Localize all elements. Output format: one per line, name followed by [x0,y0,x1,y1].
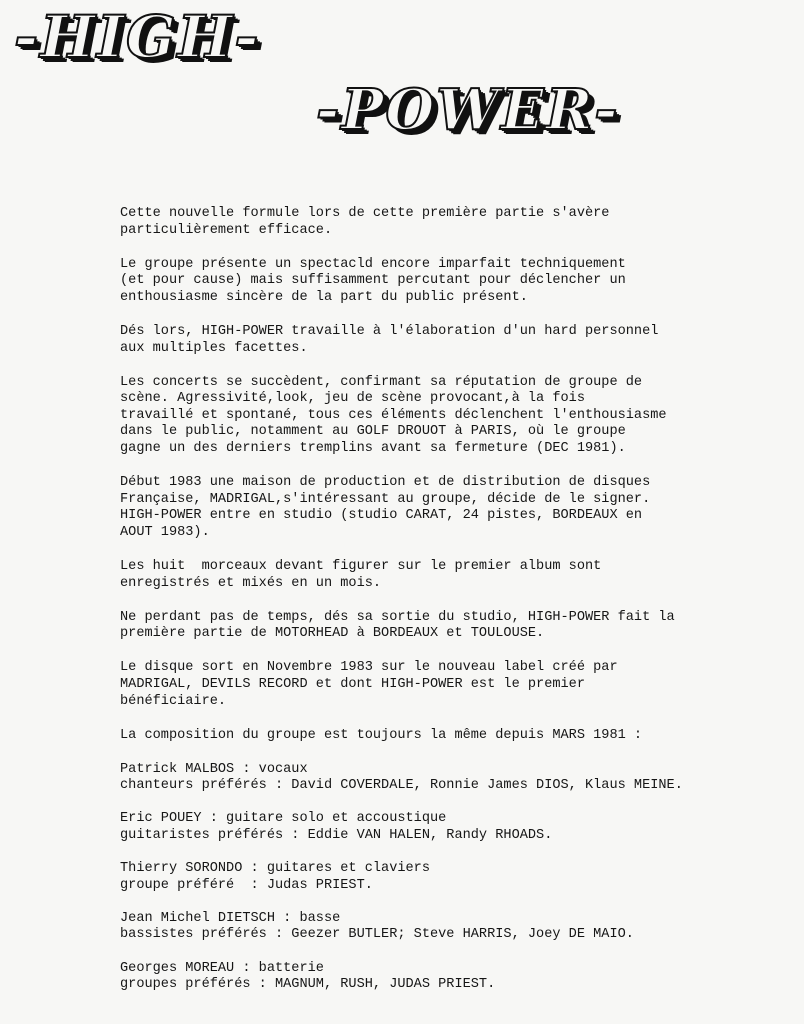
member-entry [120,861,790,894]
logo-high: -HIGH- [14,3,261,71]
member-favorites: groupes préférés : MAGNUM, RUSH, JUDAS PRIEST. [120,977,496,993]
member-role: Georges MOREAU : batterie [120,960,324,976]
paragraph: Cette nouvelle formule lors de cette première partie s'avère particulièrement efficace. [120,206,610,238]
member-favorites: chanteurs préférés : David COVERDALE, Ronnie James DIOS, Klaus MEINE. [120,778,683,794]
member-entry [120,911,790,944]
paragraph: Dés lors, HIGH-POWER travaille à l'élaboration d'un hard personnel aux multiples facettes. [120,323,659,356]
member-role: Patrick MALBOS : vocaux [120,761,308,777]
paragraph: Ne perdant pas de temps, dés sa sortie du studio, HIGH-POWER fait la première partie de MOTORHEAD à BORDEAUX et TOULOUSE. [120,609,675,642]
member-role: Eric POUEY : guitare solo et accoustique [120,811,447,827]
logo-power: -POWER- [316,77,620,143]
paragraph: Le disque sort en Novembre 1983 sur le nouveau label créé par MADRIGAL, DEVILS RECORD et dont HIGH-POWER est le premier bénéficiaire. [120,660,618,709]
member-list [120,762,790,994]
document-body [120,206,790,1010]
paragraph: La composition du groupe est toujours la même depuis MARS 1981 : [120,727,643,743]
member-entry [120,961,790,994]
paragraph: Les concerts se succèdent, confirmant sa réputation de groupe de scène. Agressivité,look, jeu de scène provocant,à la fois travaillé et spontané, tous ces éléments déclenchent l'enthousiasme dans le public, notamment au GOLF DROUOT à PARIS, où le groupe gagne un des derniers tremplins avant sa fermeture (DEC 1981). [120,374,667,457]
member-entry [120,811,790,844]
member-entry [120,762,790,795]
member-favorites: bassistes préférés : Geezer BUTLER; Steve HARRIS, Joey DE MAIO. [120,927,634,943]
member-role: Thierry SORONDO : guitares et claviers [120,861,430,877]
member-favorites: groupe préféré : Judas PRIEST. [120,877,373,893]
paragraph: Les huit morceaux devant figurer sur le premier album sont enregistrés et mixés en un mois. [120,559,602,591]
member-favorites: guitaristes préférés : Eddie VAN HALEN, Randy RHOADS. [120,828,553,844]
paragraph: Début 1983 une maison de production et de distribution de disques Française, MADRIGAL,s'intéressant au groupe, décide de le signer. HIGH-POWER entre en studio (studio CARAT, 24 pistes, BORDEAUX en AOUT 1983). [120,475,651,540]
member-role: Jean Michel DIETSCH : basse [120,910,341,926]
paragraph: Le groupe présente un spectacld encore imparfait techniquement (et pour cause) mais suffisamment percutant pour déclencher un enthousiasme sincère de la part du public présent. [120,256,626,305]
